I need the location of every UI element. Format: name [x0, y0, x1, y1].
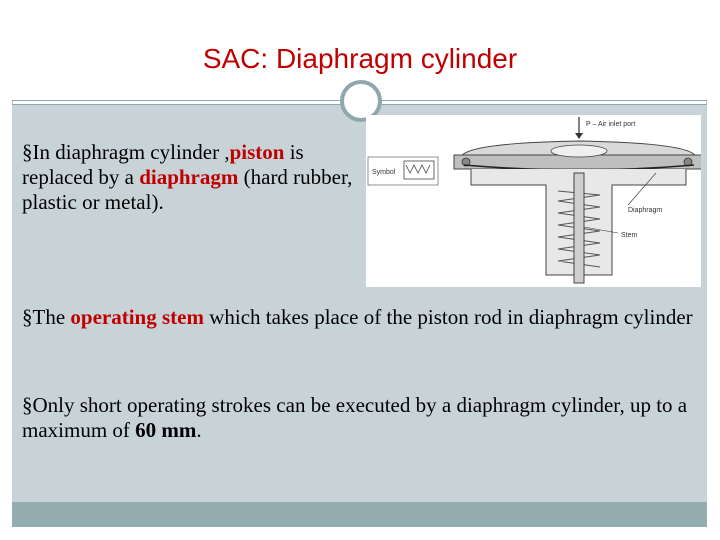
- bullet-glyph: §: [22, 393, 33, 417]
- bullet-glyph: §: [22, 140, 33, 164]
- slide-title: SAC: Diaphragm cylinder: [202, 43, 518, 74]
- bullet-3-text-a: Only short operating strokes can be executed by a diaphragm cylinder, up to a maximum of: [22, 393, 688, 442]
- bullet-2-highlight-operating-stem: operating stem: [70, 305, 204, 329]
- stem-label: Stem: [621, 232, 638, 239]
- bullet-2-text-b: which takes place of the piston rod in diaphragm cylinder: [203, 305, 693, 329]
- stem: [574, 173, 584, 283]
- bullet-1-text-b: is replaced by a: [22, 140, 304, 189]
- footer-bar: [12, 502, 707, 527]
- air-inlet-label: P – Air inlet port: [586, 121, 636, 128]
- bullet-2: [22, 305, 702, 330]
- diaphragm-cylinder-diagram: [366, 115, 701, 287]
- bullet-1: [22, 140, 367, 215]
- bullet-2-text-a: The: [32, 305, 71, 329]
- symbol-label: Symbol: [372, 169, 396, 176]
- bullet-1-text-c: (hard rubber, plastic or metal).: [22, 165, 353, 214]
- bullet-1-highlight-diaphragm: diaphragm: [139, 165, 239, 189]
- bullet-3-text-b: .: [196, 418, 202, 442]
- bullet-3-highlight-60mm: 60 mm: [135, 418, 197, 442]
- bullet-3: [22, 393, 702, 443]
- bullet-1-text-a: In diaphragm cylinder ,: [32, 140, 230, 164]
- inlet-chamber: [551, 145, 607, 157]
- diaphragm-label: Diaphragm: [628, 207, 663, 214]
- bullet-1-highlight-piston: piston: [229, 140, 285, 164]
- diagram-svg: [366, 115, 701, 287]
- bullet-glyph: §: [22, 305, 33, 329]
- air-inlet-arrowhead: [575, 133, 583, 139]
